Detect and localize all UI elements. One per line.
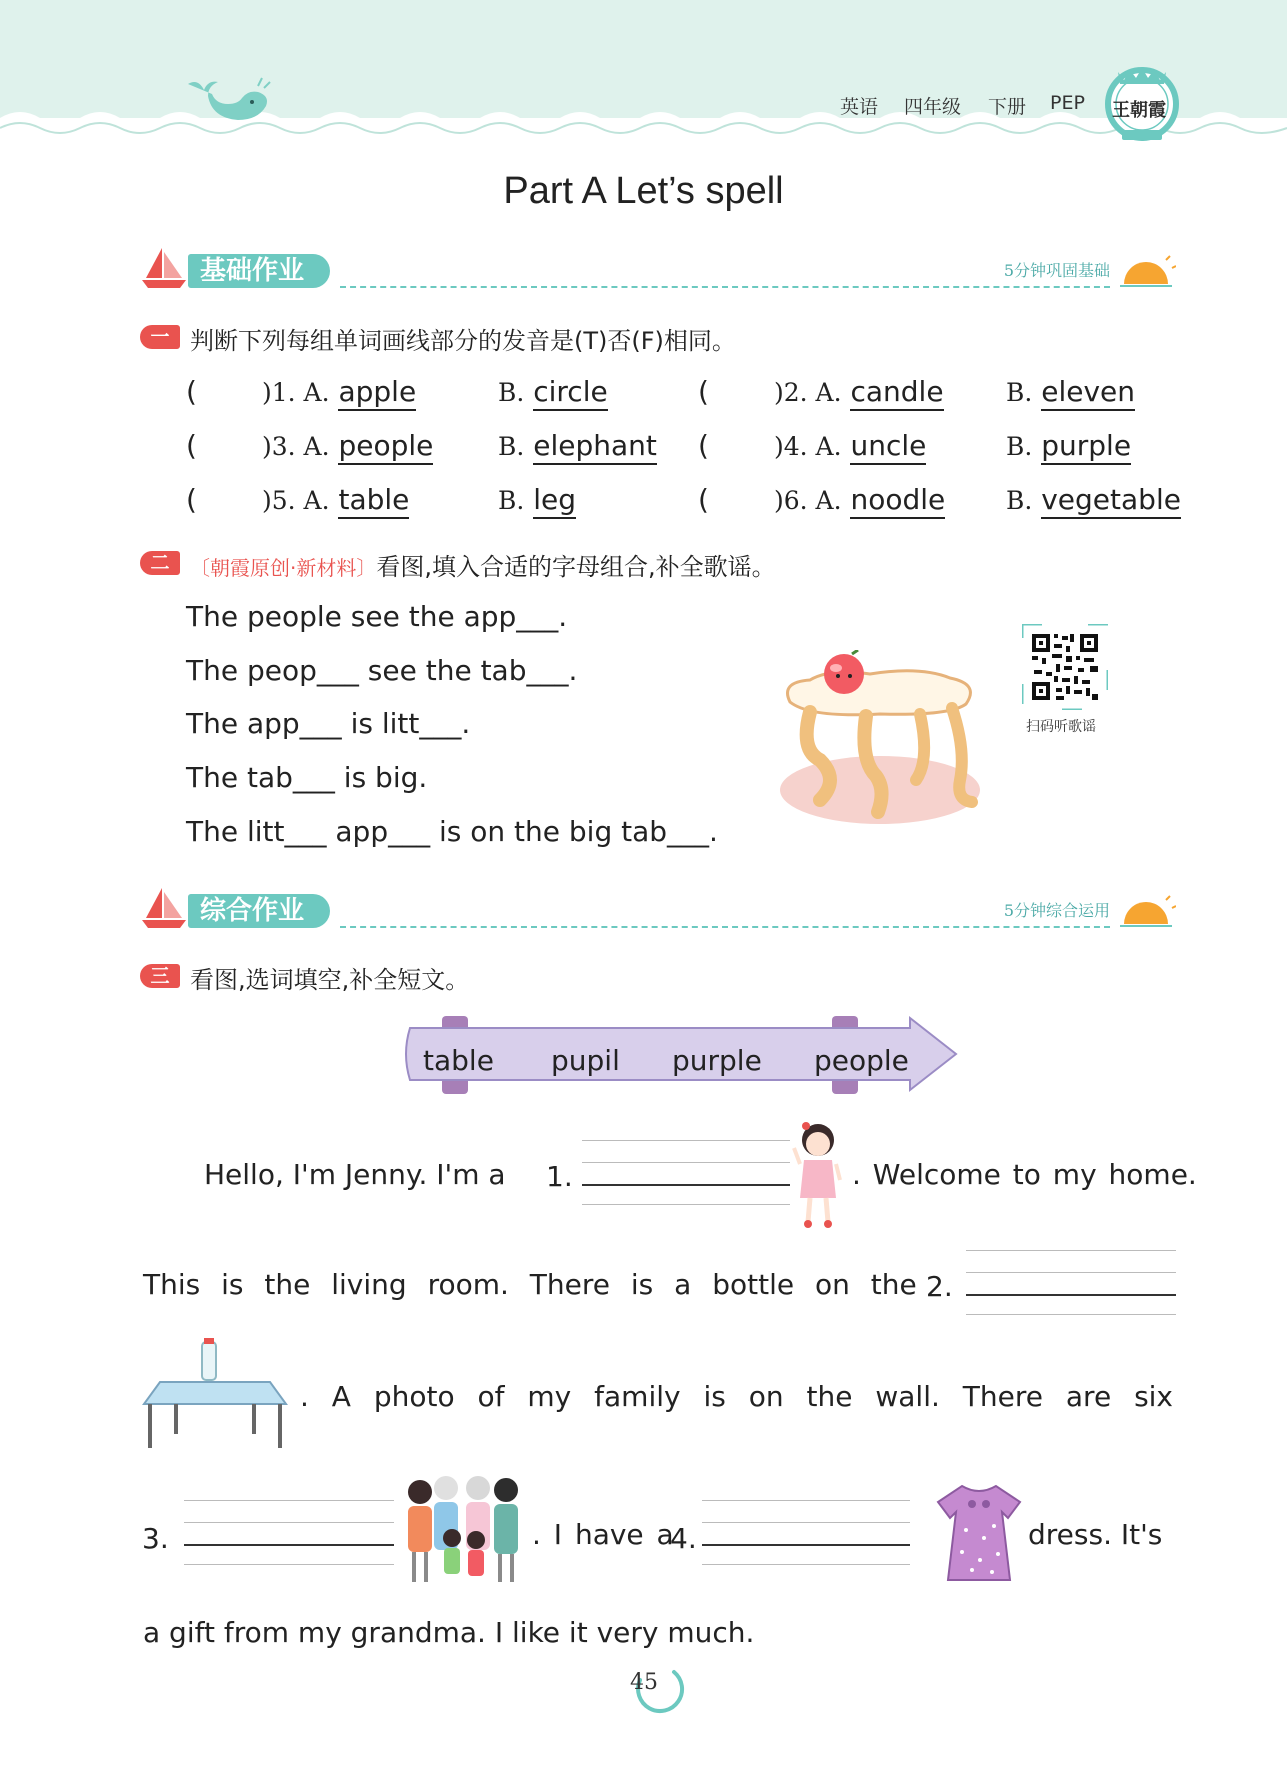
section-divider bbox=[340, 286, 1110, 288]
word-option: purple bbox=[672, 1044, 762, 1077]
page-title: Part A Let’s spell bbox=[503, 170, 784, 212]
q1-paren: ( bbox=[186, 429, 197, 462]
q1-item-4: )4. A. uncle bbox=[774, 429, 926, 462]
story-text: Hello, I'm Jenny. I'm a bbox=[204, 1158, 506, 1191]
word-option: people bbox=[814, 1044, 909, 1077]
section-bar-basic bbox=[140, 244, 1180, 304]
qr-caption: 扫码听歌谣 bbox=[1026, 719, 1096, 735]
q1-item-1: )1. A. apple bbox=[262, 375, 416, 408]
q1-paren: ( bbox=[186, 483, 197, 516]
story-text: This is the living room. There is a bottle on the bbox=[143, 1268, 917, 1301]
blank-number-2: 2. bbox=[926, 1270, 953, 1303]
song-line-2: The peop___ see the tab___. bbox=[186, 654, 578, 687]
story-text: a gift from my grandma. I like it very much. bbox=[143, 1616, 755, 1649]
question-number-3: 三 bbox=[140, 964, 180, 988]
table-with-apple-illustration bbox=[770, 650, 1000, 830]
answer-blank-2[interactable] bbox=[966, 1250, 1176, 1316]
word-option: pupil bbox=[551, 1044, 620, 1077]
answer-blank-1[interactable] bbox=[582, 1140, 790, 1206]
q1-item-6: )6. A. noodle bbox=[774, 483, 945, 516]
q1-item-2-b: B. eleven bbox=[1006, 375, 1135, 408]
story-text: dress. It's bbox=[1028, 1518, 1163, 1551]
word-option: table bbox=[423, 1044, 494, 1077]
question-number-1: 一 bbox=[140, 325, 180, 349]
song-line-4: The tab___ is big. bbox=[186, 761, 428, 794]
girl-illustration bbox=[792, 1118, 844, 1230]
story-text: . I have a bbox=[532, 1518, 674, 1551]
song-line-1: The people see the app___. bbox=[186, 600, 568, 633]
table-bottle-illustration bbox=[140, 1338, 290, 1456]
q1-item-5: )5. A. table bbox=[262, 483, 409, 516]
story-text: . A photo of my family is on the wall. There are six bbox=[300, 1380, 1174, 1413]
q1-item-6-b: B. vegetable bbox=[1006, 483, 1181, 516]
q2-instruction-text: 看图,填入合适的字母组合,补全歌谣。 bbox=[376, 553, 776, 581]
q1-instruction: 判断下列每组单词画线部分的发音是(T)否(F)相同。 bbox=[190, 327, 736, 355]
blank-number-3: 3. bbox=[142, 1522, 169, 1555]
section-bar-comprehensive bbox=[140, 884, 1180, 944]
purple-dress-illustration bbox=[932, 1482, 1026, 1586]
sun-icon bbox=[1116, 894, 1176, 930]
family-illustration bbox=[400, 1474, 524, 1586]
q2-instruction bbox=[190, 547, 776, 582]
q1-paren: ( bbox=[698, 429, 709, 462]
blank-number-1: 1. bbox=[546, 1160, 573, 1193]
sailboat-icon bbox=[140, 884, 188, 930]
q2-tag: 〔朝霞原创·新材料〕 bbox=[190, 556, 377, 580]
answer-blank-3[interactable] bbox=[184, 1500, 394, 1566]
section-note-comprehensive: 5分钟综合运用 bbox=[1003, 901, 1110, 920]
q1-item-5-b: B. leg bbox=[498, 483, 576, 516]
q1-item-3: )3. A. people bbox=[262, 429, 433, 462]
q1-item-3-b: B. elephant bbox=[498, 429, 657, 462]
edition-label: PEP bbox=[1050, 92, 1085, 114]
q1-item: ( bbox=[186, 375, 197, 408]
song-line-3: The app___ is litt___. bbox=[186, 707, 471, 740]
qr-code[interactable] bbox=[1022, 624, 1108, 710]
answer-blank-4[interactable] bbox=[702, 1500, 910, 1566]
story-text: . Welcome to my home. bbox=[852, 1158, 1197, 1191]
sun-icon bbox=[1116, 254, 1176, 290]
q1-item-2: )2. A. candle bbox=[774, 375, 944, 408]
page-number: 45 bbox=[630, 1670, 658, 1695]
subject-label: 英语 bbox=[840, 96, 879, 118]
section-label-comprehensive: 综合作业 bbox=[188, 894, 330, 928]
brand-name: 王朝霞 bbox=[1112, 100, 1166, 121]
section-label-basic: 基础作业 bbox=[188, 254, 330, 288]
blank-number-4: 4. bbox=[670, 1522, 697, 1555]
song-line-5: The litt___ app___ is on the big tab___. bbox=[186, 815, 718, 848]
q1-paren: ( bbox=[698, 483, 709, 516]
q3-instruction: 看图,选词填空,补全短文。 bbox=[190, 966, 470, 994]
q1-item-1-b: B. circle bbox=[498, 375, 608, 408]
sailboat-icon bbox=[140, 244, 188, 290]
whale-icon bbox=[178, 74, 278, 134]
section-divider bbox=[340, 926, 1110, 928]
grade-label: 四年级 bbox=[904, 96, 962, 118]
question-number-2: 二 bbox=[140, 551, 180, 575]
q1-item-4-b: B. purple bbox=[1006, 429, 1131, 462]
section-note-basic: 5分钟巩固基础 bbox=[1003, 261, 1110, 280]
volume-label: 下册 bbox=[988, 96, 1027, 118]
q1-paren: ( bbox=[698, 375, 709, 408]
